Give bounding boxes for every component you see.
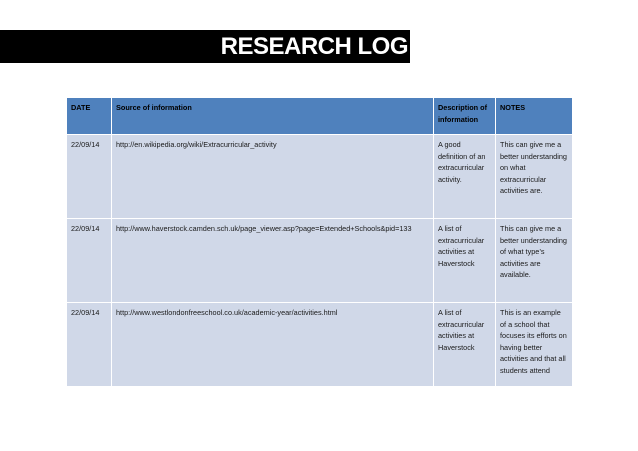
table-row <box>67 135 573 219</box>
table-row <box>67 303 573 387</box>
cell-notes: This is an example of a school that focuses its efforts on having better activities and that all students attend <box>496 303 573 387</box>
cell-date: 22/09/14 <box>67 135 112 219</box>
cell-notes: This can give me a better understanding on what extracurricular activities are. <box>496 135 573 219</box>
cell-source: http://www.westlondonfreeschool.co.uk/academic-year/activities.html <box>112 303 434 387</box>
cell-description: A list of extracurricular activities at Haverstock <box>434 303 496 387</box>
cell-source: http://en.wikipedia.org/wiki/Extracurricular_activity <box>112 135 434 219</box>
cell-description: A good definition of an extracurricular activity. <box>434 135 496 219</box>
cell-date: 22/09/14 <box>67 219 112 303</box>
header-date: DATE <box>67 98 112 135</box>
table-header-row <box>67 98 573 135</box>
page-title: RESEARCH LOG <box>220 33 408 60</box>
cell-description: A list of extracurricular activities at Haverstock <box>434 219 496 303</box>
header-description: Description of information <box>434 98 496 135</box>
title-bar <box>0 30 410 63</box>
cell-source: http://www.haverstock.camden.sch.uk/page_viewer.asp?page=Extended+Schools&pid=133 <box>112 219 434 303</box>
header-notes: NOTES <box>496 98 573 135</box>
cell-date: 22/09/14 <box>67 303 112 387</box>
research-log-table <box>66 97 573 387</box>
table-row <box>67 219 573 303</box>
cell-notes: This can give me a better understanding of what type’s activities are available. <box>496 219 573 303</box>
header-source: Source of information <box>112 98 434 135</box>
